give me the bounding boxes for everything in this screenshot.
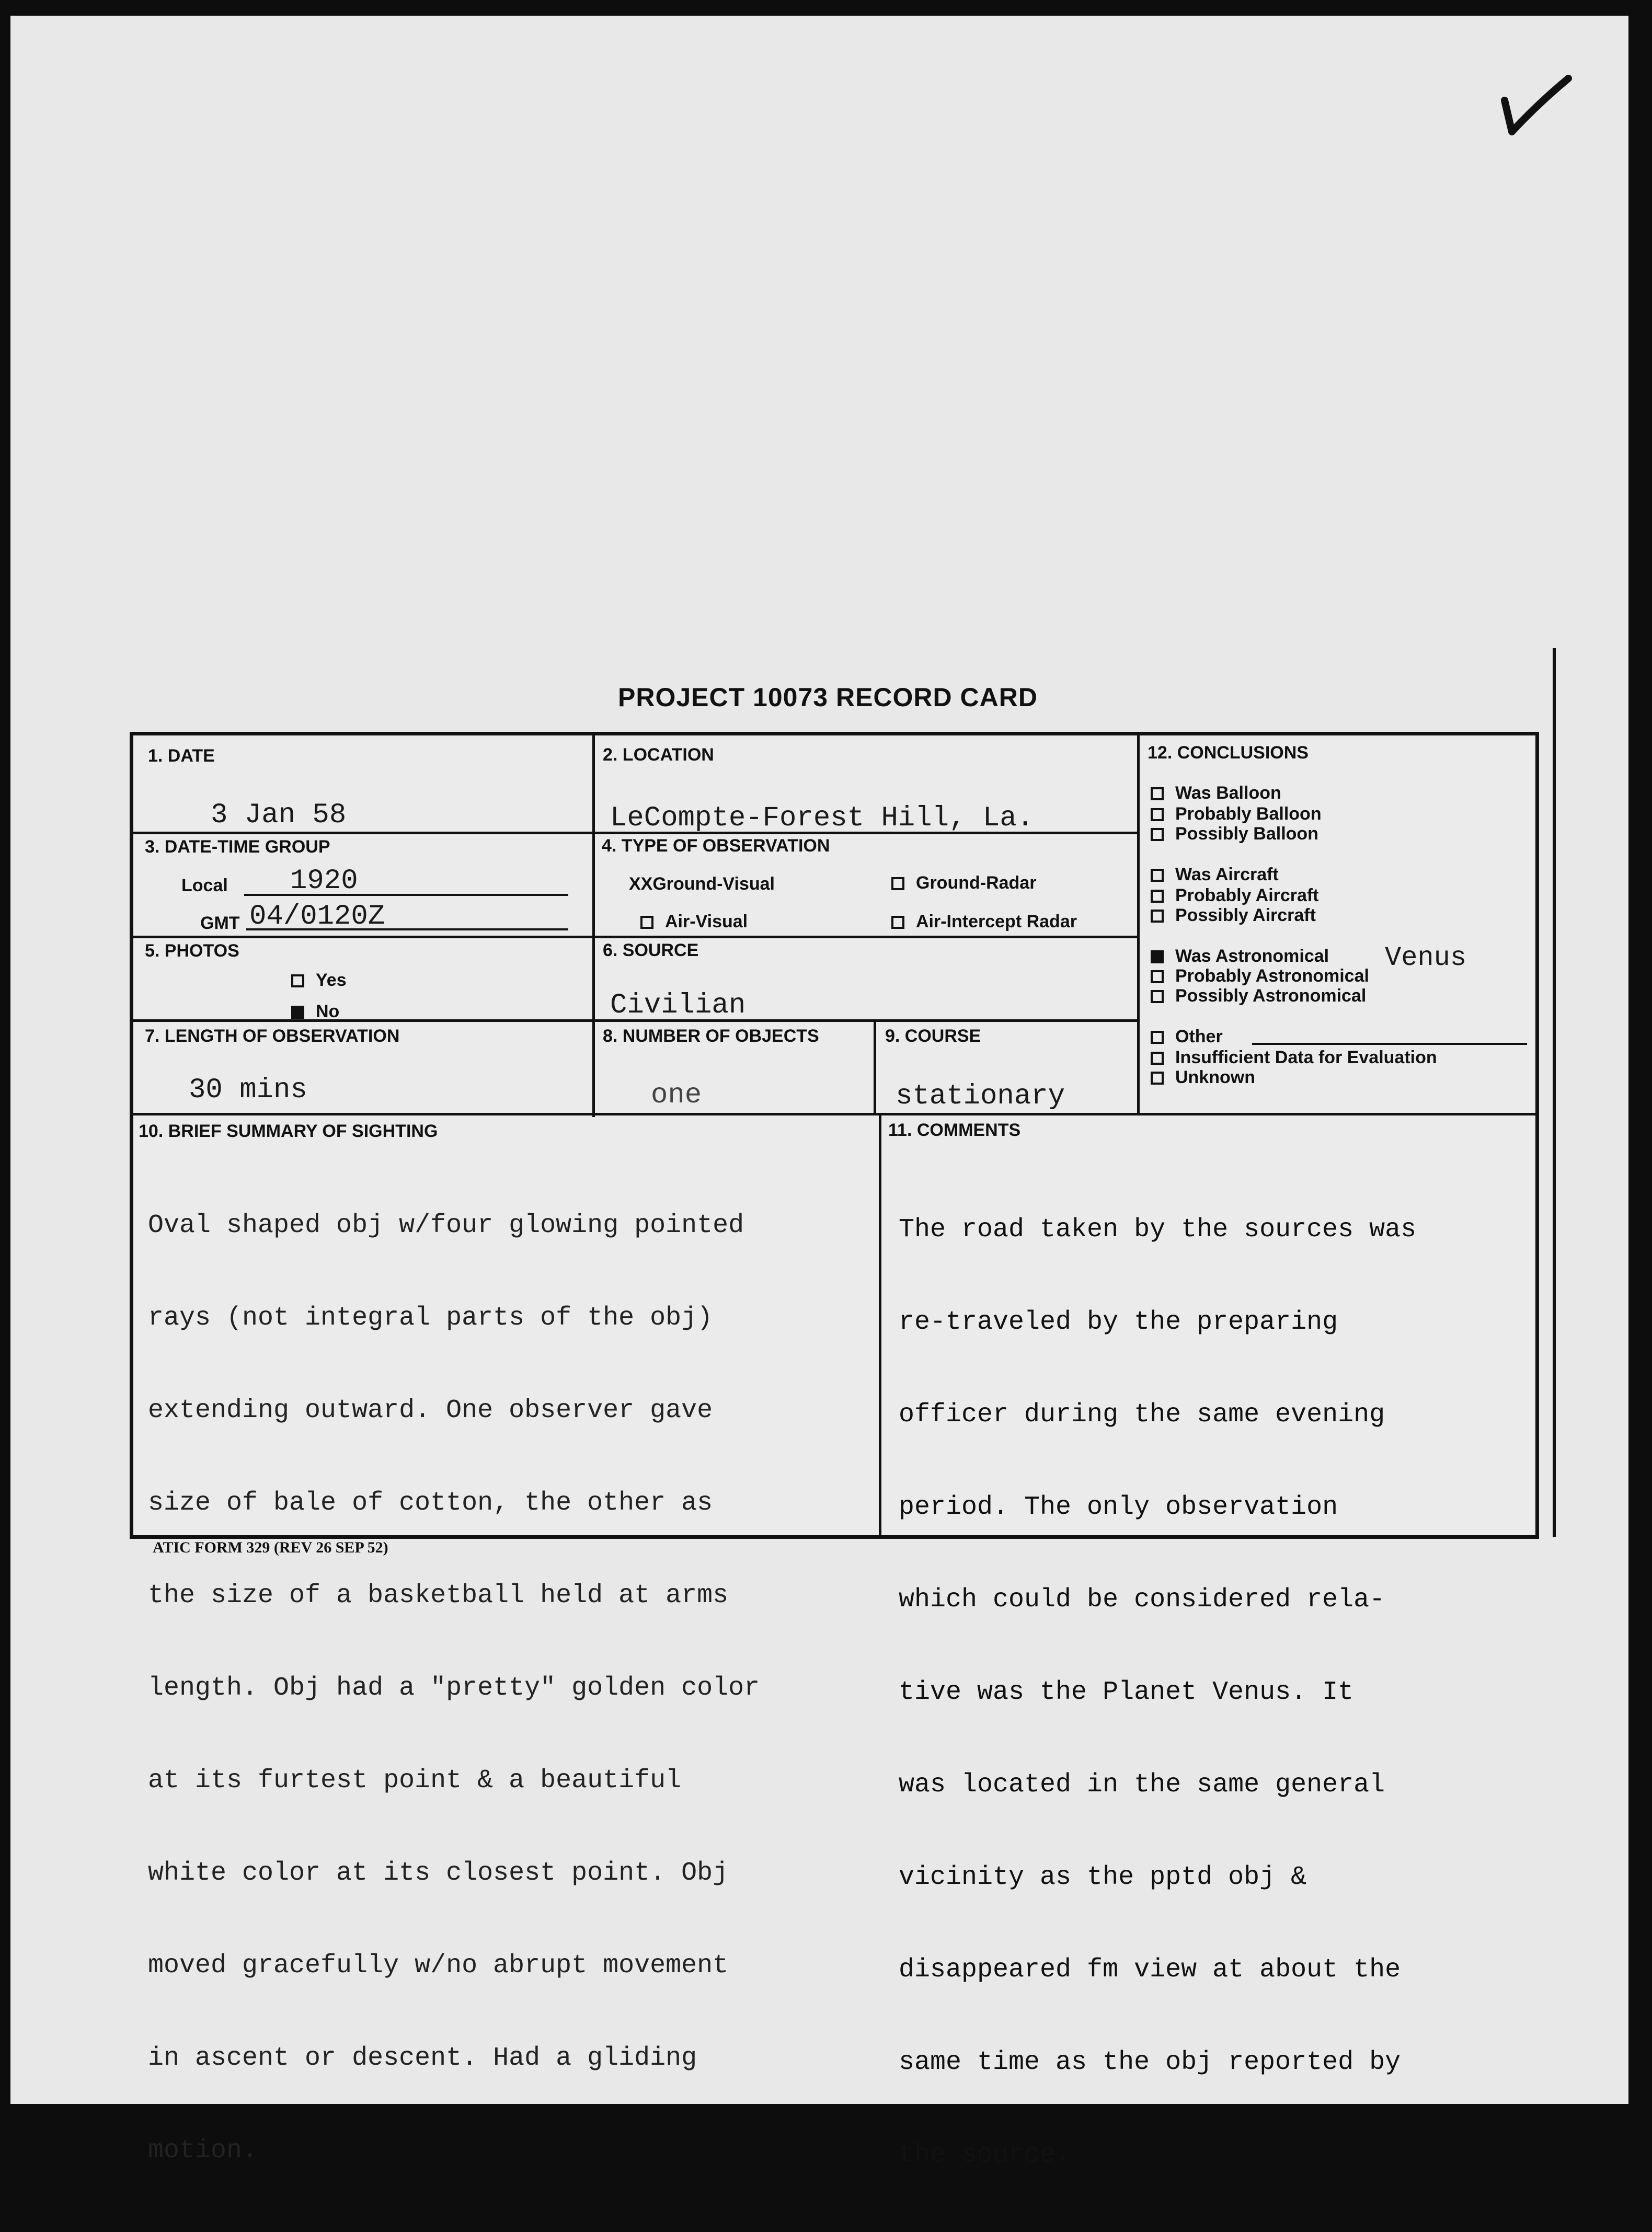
local-value: 1920 [290, 865, 358, 897]
probably-astronomical-checkbox[interactable] [1151, 970, 1164, 983]
photos-no-checkbox[interactable] [291, 1006, 304, 1019]
photos-label: 5. PHOTOS [145, 941, 239, 961]
local-label: Local [181, 876, 228, 895]
air-intercept-radar-label: Air-Intercept Radar [916, 912, 1077, 931]
summary-line: at its furtest point & a beautiful [148, 1766, 682, 1796]
comments-line: vicinity as the pptd obj & [899, 1862, 1307, 1892]
comments-line: same time as the obj reported by [899, 2047, 1401, 2077]
ground-visual-option[interactable] [629, 873, 775, 894]
was-balloon-label: Was Balloon [1175, 783, 1281, 803]
summary-line: white color at its closest point. Obj [148, 1858, 729, 1888]
other-option[interactable] [1151, 1026, 1223, 1047]
possibly-balloon-option[interactable] [1151, 823, 1318, 844]
probably-astronomical-option[interactable] [1151, 965, 1369, 986]
divider-count-course [874, 1019, 876, 1113]
probably-balloon-label: Probably Balloon [1175, 804, 1322, 824]
comments-line: officer during the same evening [899, 1400, 1385, 1430]
divider-col-conclusions [1137, 735, 1140, 1113]
summary-line: Oval shaped obj w/four glowing pointed [148, 1211, 744, 1240]
possibly-balloon-checkbox[interactable] [1151, 828, 1164, 841]
divider-summary-comments [879, 1113, 881, 1535]
possibly-astronomical-checkbox[interactable] [1151, 990, 1164, 1003]
divider-col-1 [592, 735, 595, 1117]
insufficient-data-label: Insufficient Data for Evaluation [1175, 1048, 1437, 1067]
source-value: Civilian [610, 990, 746, 1021]
probably-balloon-checkbox[interactable] [1151, 808, 1164, 821]
location-label: 2. LOCATION [603, 745, 714, 765]
unknown-option[interactable] [1151, 1067, 1255, 1088]
comments-line: period. The only observation [899, 1492, 1338, 1522]
air-visual-checkbox[interactable] [640, 916, 653, 929]
summary-line: length. Obj had a "pretty" golden color [148, 1673, 760, 1703]
course-value: stationary [896, 1080, 1065, 1112]
comments-line: was located in the same general [899, 1770, 1385, 1800]
comments-line: which could be considered rela- [899, 1585, 1385, 1615]
unknown-checkbox[interactable] [1151, 1072, 1164, 1085]
summary-line: size of bale of cotton, the other as [148, 1488, 713, 1518]
astronomical-note: Venus [1385, 942, 1467, 973]
course-label: 9. COURSE [885, 1026, 981, 1046]
comments-label: 11. COMMENTS [888, 1120, 1021, 1140]
air-visual-label: Air-Visual [665, 912, 748, 931]
was-astronomical-checkbox[interactable] [1151, 950, 1164, 963]
summary-line: rays (not integral parts of the obj) [148, 1303, 713, 1333]
gmt-value: 04/0120Z [249, 901, 385, 933]
other-label: Other [1175, 1027, 1223, 1046]
was-aircraft-label: Was Aircraft [1175, 865, 1279, 884]
checkmark-icon [1500, 68, 1574, 141]
comments-line: disappeared fm view at about the [899, 1955, 1401, 1985]
card-title: PROJECT 10073 RECORD CARD [618, 683, 1038, 712]
was-astronomical-option[interactable] [1151, 946, 1329, 967]
air-intercept-radar-checkbox[interactable] [891, 916, 904, 929]
possibly-aircraft-option[interactable] [1151, 905, 1316, 926]
photos-no-label: No [316, 1002, 340, 1021]
num-objects-label: 8. NUMBER OF OBJECTS [603, 1026, 819, 1046]
summary-line: extending outward. One observer gave [148, 1396, 713, 1425]
length-label: 7. LENGTH OF OBSERVATION [145, 1026, 400, 1046]
observation-type-label: 4. TYPE OF OBSERVATION [602, 836, 830, 856]
was-aircraft-checkbox[interactable] [1151, 869, 1164, 882]
insufficient-data-checkbox[interactable] [1151, 1052, 1164, 1065]
photos-no-option[interactable] [291, 1001, 339, 1022]
possibly-balloon-label: Possibly Balloon [1175, 824, 1318, 844]
possibly-aircraft-label: Possibly Aircraft [1175, 905, 1316, 925]
possibly-astronomical-label: Possibly Astronomical [1175, 986, 1367, 1006]
was-astronomical-label: Was Astronomical [1175, 946, 1329, 966]
comments-line: tive was the Planet Venus. It [899, 1677, 1354, 1707]
air-visual-option[interactable] [640, 911, 748, 932]
ground-radar-option[interactable] [891, 872, 1036, 893]
summary-label: 10. BRIEF SUMMARY OF SIGHTING [139, 1121, 438, 1141]
other-checkbox[interactable] [1151, 1031, 1164, 1044]
location-value: LeCompte-Forest Hill, La. [610, 802, 1034, 834]
divider-row-4 [133, 1113, 1535, 1115]
ground-visual-mark: XX [629, 874, 653, 894]
date-time-group-label: 3. DATE-TIME GROUP [145, 837, 330, 857]
form-footer: ATIC FORM 329 (REV 26 SEP 52) [153, 1539, 388, 1556]
was-balloon-option[interactable] [1151, 783, 1281, 803]
unknown-label: Unknown [1175, 1067, 1255, 1087]
insufficient-data-option[interactable] [1151, 1047, 1437, 1068]
comments-line: The road taken by the sources was [899, 1215, 1417, 1245]
possibly-aircraft-checkbox[interactable] [1151, 910, 1164, 923]
probably-aircraft-option[interactable] [1151, 885, 1319, 906]
photos-yes-option[interactable] [291, 970, 347, 991]
ground-radar-checkbox[interactable] [891, 877, 904, 890]
ground-radar-label: Ground-Radar [916, 873, 1037, 893]
divider-row-2 [133, 936, 1137, 938]
num-objects-value: one [651, 1079, 702, 1111]
probably-astronomical-label: Probably Astronomical [1175, 966, 1369, 986]
possibly-astronomical-option[interactable] [1151, 985, 1366, 1006]
summary-line: motion. [148, 2136, 258, 2166]
date-value: 3 Jan 58 [211, 799, 347, 831]
probably-aircraft-label: Probably Aircraft [1175, 885, 1319, 905]
photos-yes-label: Yes [316, 970, 347, 990]
summary-line: moved gracefully w/no abrupt movement [148, 1951, 729, 1981]
summary-text [148, 1148, 760, 2228]
probably-aircraft-checkbox[interactable] [1151, 890, 1164, 903]
comments-line: re-traveled by the preparing [899, 1307, 1338, 1337]
air-intercept-radar-option[interactable] [891, 911, 1077, 932]
summary-line: in ascent or descent. Had a gliding [148, 2043, 697, 2073]
source-label: 6. SOURCE [603, 940, 699, 960]
summary-line: the size of a basketball held at arms [148, 1581, 729, 1610]
ground-visual-label: Ground-Visual [652, 874, 775, 894]
length-value: 30 mins [189, 1074, 307, 1106]
comments-text [899, 1153, 1416, 2232]
probably-balloon-option[interactable] [1151, 803, 1322, 824]
scan-edge-line [1553, 648, 1556, 1537]
was-balloon-checkbox[interactable] [1151, 787, 1164, 800]
conclusions-label: 12. CONCLUSIONS [1148, 743, 1309, 763]
was-aircraft-option[interactable] [1151, 864, 1279, 885]
other-underline [1252, 1043, 1527, 1045]
date-label: 1. DATE [148, 746, 215, 766]
photos-yes-checkbox[interactable] [291, 974, 304, 987]
gmt-label: GMT [200, 913, 240, 933]
comments-line: the source. [899, 2140, 1072, 2170]
